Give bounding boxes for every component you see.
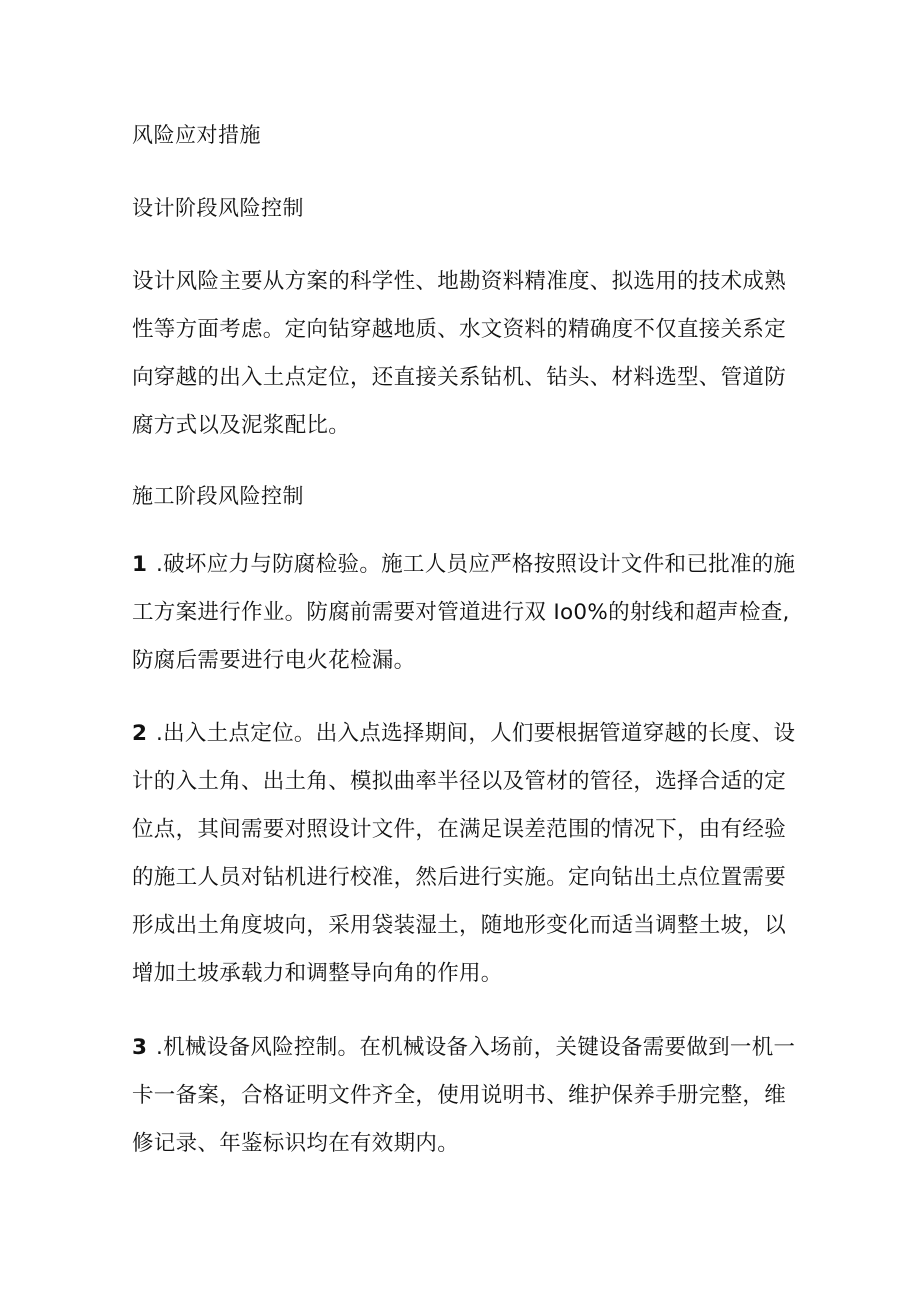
paragraph-line: 增加土坡承载力和调整导向角的作用。 <box>132 961 503 986</box>
paragraph-line: 位点，其间需要对照设计文件，在满足误差范围的情况下，由有经验 <box>132 817 787 842</box>
list-item-number: 3 <box>132 1035 148 1060</box>
section-heading-construction: 施工阶段风险控制 <box>132 484 304 508</box>
list-item-first-line: .出入土点定位。出入点选择期间，人们要根据管道穿越的长度、设 <box>156 721 796 746</box>
paragraph-line: 防腐后需要进行电火花检漏。 <box>132 648 416 673</box>
paragraph-line: 的施工人员对钻机进行校准，然后进行实施。定向钻出土点位置需要 <box>132 865 787 890</box>
paragraph-line: 工方案进行作业。防腐前需要对管道进行双 Io0%的射线和超声检查, <box>132 600 790 625</box>
document-title: 风险应对措施 <box>132 123 261 147</box>
list-item-1 <box>132 541 812 685</box>
paragraph-line: 修记录、年鉴标识均在有效期内。 <box>132 1131 460 1156</box>
list-item-number: 2 <box>132 721 148 746</box>
paragraph-line: 向穿越的出入土点定位，还直接关系钻机、钻头、材料选型、管道防 <box>132 365 787 390</box>
list-item-3 <box>132 1024 812 1168</box>
paragraph-line: 形成出土角度坡向，采用袋装湿土，随地形变化而适当调整土坡，以 <box>132 913 787 938</box>
paragraph-line: 计的入土角、出土角、模拟曲率半径以及管材的管径，选择合适的定 <box>132 769 787 794</box>
list-item-2 <box>132 710 812 998</box>
list-item-number: 1 <box>132 552 148 577</box>
list-item-first-line: .机械设备风险控制。在机械设备入场前，关键设备需要做到一机一 <box>156 1035 796 1060</box>
list-item-first-line: .破坏应力与防腐检验。施工人员应严格按照设计文件和已批准的施 <box>156 552 796 577</box>
paragraph-line: 卡一备案，合格证明文件齐全，使用说明书、维护保养手册完整，维 <box>132 1083 787 1108</box>
paragraph-design <box>132 258 812 450</box>
paragraph-line: 设计风险主要从方案的科学性、地勘资料精准度、拟选用的技术成熟 <box>132 269 787 294</box>
section-heading-design: 设计阶段风险控制 <box>132 196 304 220</box>
paragraph-line: 腐方式以及泥浆配比。 <box>132 413 351 438</box>
paragraph-line: 性等方面考虑。定向钻穿越地质、水文资料的精确度不仅直接关系定 <box>132 317 787 342</box>
